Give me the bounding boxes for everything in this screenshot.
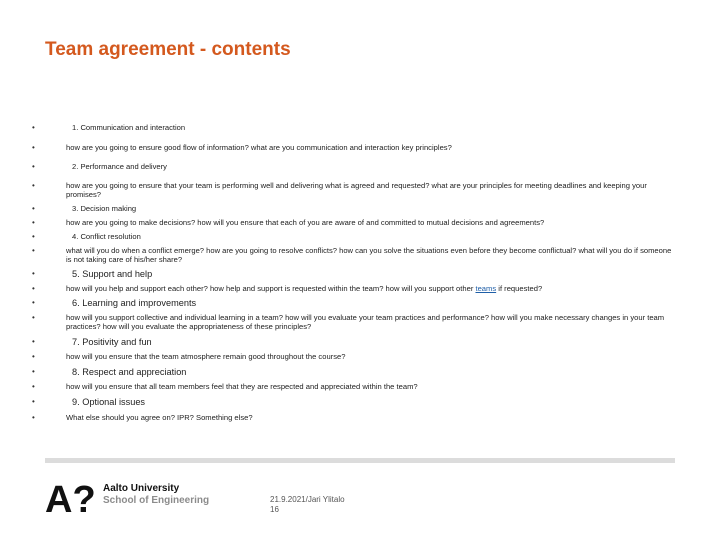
list-item <box>28 143 673 152</box>
list-item <box>28 218 673 227</box>
bullet-icon: • <box>32 143 35 152</box>
list-item <box>28 181 673 199</box>
item-text: what will you do when a conflict emerge? how are you going to resolve conflicts? how can you solve the situations even before they become conflictual? what will you do if someone is not taking care of his/her share? <box>66 246 672 264</box>
list-item <box>28 246 673 264</box>
bullet-icon: • <box>32 181 35 190</box>
bullet-icon: • <box>32 204 35 213</box>
list-item <box>28 337 673 347</box>
heading-support-help: 5. Support and help <box>72 269 153 279</box>
heading-respect: 8. Respect and appreciation <box>72 367 187 377</box>
item-text: how are you going to ensure good flow of information? what are you communication and interaction key principles? <box>66 143 452 152</box>
bullet-icon: • <box>32 123 35 132</box>
svg-text:A?: A? <box>45 480 96 516</box>
heading-positivity: 7. Positivity and fun <box>72 337 152 347</box>
item-text: how will you ensure that the team atmosphere remain good throughout the course? <box>66 352 346 361</box>
agreement-contents-list <box>28 123 673 422</box>
date-author: 21.9.2021/Jari Ylitalo <box>270 495 345 504</box>
list-item <box>28 284 673 293</box>
bullet-icon: • <box>32 352 35 361</box>
list-item <box>28 382 673 391</box>
list-item <box>28 352 673 361</box>
list-item <box>28 413 673 422</box>
bullet-icon: • <box>32 397 35 406</box>
school-name: School of Engineering <box>103 495 210 506</box>
item-text: What else should you agree on? IPR? Something else? <box>66 413 253 422</box>
bullet-icon: • <box>32 313 35 322</box>
slide-title: Team agreement - contents <box>45 39 291 60</box>
list-item <box>28 232 673 241</box>
heading-communication: 1. Communication and interaction <box>72 123 186 132</box>
aalto-logo-mark-icon <box>45 480 97 516</box>
bullet-icon: • <box>32 298 35 307</box>
heading-conflict-resolution: 4. Conflict resolution <box>72 232 141 241</box>
bullet-icon: • <box>32 162 35 171</box>
heading-learning: 6. Learning and improvements <box>72 298 197 308</box>
item-text-end: if requested? <box>496 284 543 293</box>
bullet-icon: • <box>32 284 35 293</box>
bullet-icon: • <box>32 269 35 278</box>
list-item <box>28 204 673 213</box>
bullet-icon: • <box>32 367 35 376</box>
bullet-icon: • <box>32 232 35 241</box>
footer-info <box>270 495 345 515</box>
list-item <box>28 123 673 132</box>
bullet-icon: • <box>32 413 35 422</box>
heading-decision-making: 3. Decision making <box>72 204 137 213</box>
footer-divider <box>45 458 675 463</box>
item-text: how will you ensure that all team members feel that they are respected and appreciated within the team? <box>66 382 418 391</box>
list-item <box>28 367 673 377</box>
list-item <box>28 397 673 407</box>
list-item <box>28 313 673 331</box>
bullet-icon: • <box>32 246 35 255</box>
item-text: how are you going to make decisions? how will you ensure that each of you are aware of and committed to mutual decisions and agreements? <box>66 218 545 227</box>
item-text <box>66 284 542 293</box>
list-item <box>28 162 673 171</box>
bullet-icon: • <box>32 382 35 391</box>
aalto-logo <box>45 480 215 516</box>
item-text: how are you going to ensure that your team is performing well and delivering what is agreed and requested? what are your principles for meeting deadlines and keeping your promises? <box>66 181 647 199</box>
teams-link[interactable]: teams <box>475 284 497 293</box>
bullet-icon: • <box>32 337 35 346</box>
page-number: 16 <box>270 505 279 514</box>
heading-optional: 9. Optional issues <box>72 397 146 407</box>
item-text-start: how will you help and support each other? how help and support is requested within the team? how will you support other <box>66 284 476 293</box>
heading-performance: 2. Performance and delivery <box>72 162 167 171</box>
bullet-icon: • <box>32 218 35 227</box>
list-item <box>28 298 673 308</box>
university-name: Aalto University <box>103 483 180 494</box>
logo-text <box>103 483 209 507</box>
list-item <box>28 269 673 279</box>
item-text: how will you support collective and individual learning in a team? how will you evaluate your team practices and performance? how will you make necessary changes in your team practices? how will you evaluate the appropriateness of these principles? <box>66 313 665 331</box>
